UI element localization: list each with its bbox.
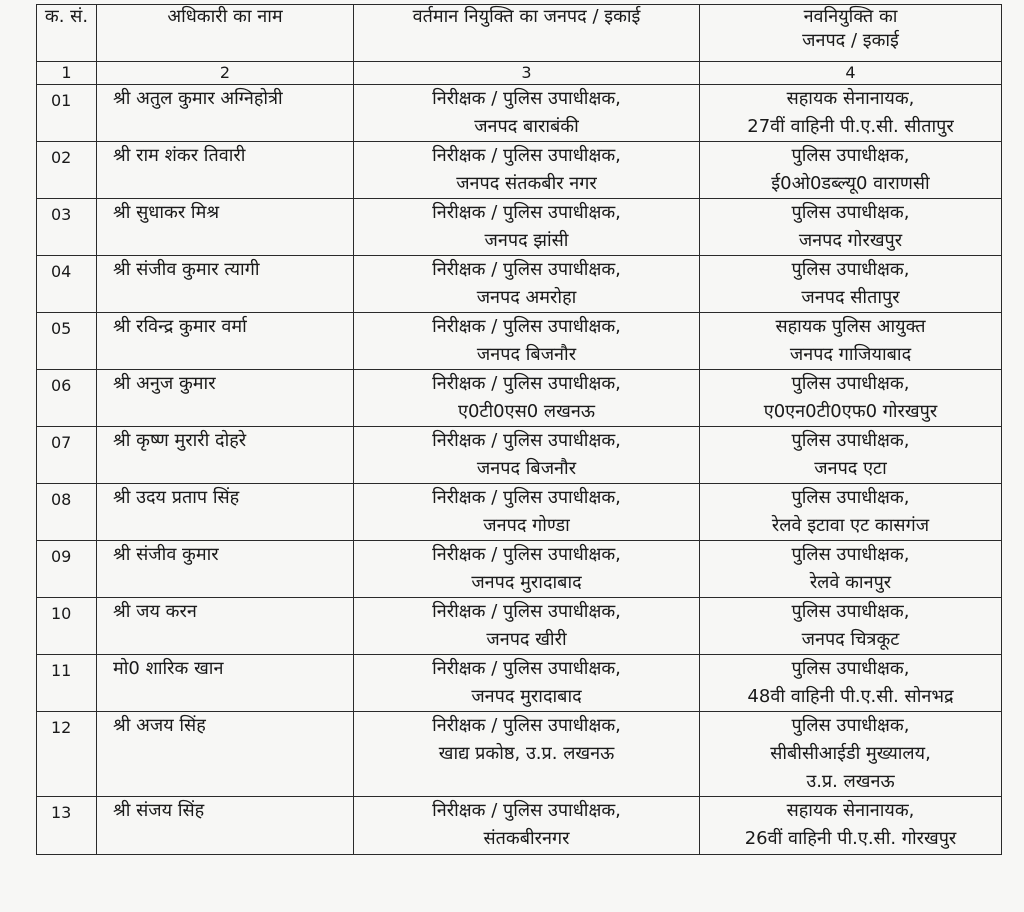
current-posting-line2: खाद्य प्रकोष्ठ, उ.प्र. लखनऊ [438, 743, 615, 764]
new-posting-line1: सहायक सेनानायक, [786, 800, 915, 821]
current-posting-line2: संतकबीरनगर [483, 828, 570, 849]
current-posting-line2: ए0टी0एस0 लखनऊ [458, 401, 595, 422]
current-posting-line2: जनपद बिजनौर [476, 458, 577, 479]
current-posting [354, 655, 700, 712]
header-row [37, 5, 1002, 62]
new-posting-line1: पुलिस उपाधीक्षक, [791, 715, 910, 736]
current-posting-line1: निरीक्षक / पुलिस उपाधीक्षक, [432, 145, 621, 166]
table-row [37, 313, 1002, 370]
table-row [37, 541, 1002, 598]
current-posting [354, 313, 700, 370]
serial-number: 11 [37, 655, 97, 712]
new-posting [700, 655, 1002, 712]
column-number: 2 [97, 62, 354, 85]
new-posting [700, 85, 1002, 142]
current-posting [354, 199, 700, 256]
table-row [37, 797, 1002, 855]
serial-number: 03 [37, 199, 97, 256]
new-posting-line1: पुलिस उपाधीक्षक, [791, 544, 910, 565]
current-posting [354, 484, 700, 541]
current-posting [354, 797, 700, 855]
officer-name: श्री राम शंकर तिवारी [97, 142, 354, 199]
new-posting-line1: पुलिस उपाधीक्षक, [791, 601, 910, 622]
serial-number: 08 [37, 484, 97, 541]
current-posting-line2: जनपद झांसी [484, 230, 569, 251]
new-posting-line3: उ.प्र. लखनऊ [806, 771, 895, 792]
new-posting-line1: पुलिस उपाधीक्षक, [791, 259, 910, 280]
officer-name: श्री अतुल कुमार अग्निहोत्री [97, 85, 354, 142]
current-posting-line1: निरीक्षक / पुलिस उपाधीक्षक, [432, 316, 621, 337]
serial-number: 10 [37, 598, 97, 655]
current-posting [354, 598, 700, 655]
new-posting-line2: जनपद एटा [814, 458, 887, 479]
current-posting-line2: जनपद अमरोहा [476, 287, 577, 308]
header-current-posting: वर्तमान नियुक्ति का जनपद / इकाई [354, 5, 700, 62]
current-posting-line1: निरीक्षक / पुलिस उपाधीक्षक, [432, 373, 621, 394]
table-row [37, 655, 1002, 712]
current-posting-line2: जनपद खीरी [486, 629, 567, 650]
new-posting-line2: 27वीं वाहिनी पी.ए.सी. सीतापुर [747, 116, 954, 137]
current-posting-line2: जनपद मुरादाबाद [471, 686, 582, 707]
new-posting [700, 427, 1002, 484]
current-posting [354, 541, 700, 598]
header-new-posting [700, 5, 1002, 62]
table-row [37, 85, 1002, 142]
new-posting [700, 484, 1002, 541]
officer-name: श्री रविन्द्र कुमार वर्मा [97, 313, 354, 370]
new-posting-line1: पुलिस उपाधीक्षक, [791, 487, 910, 508]
current-posting-line1: निरीक्षक / पुलिस उपाधीक्षक, [432, 259, 621, 280]
current-posting-line1: निरीक्षक / पुलिस उपाधीक्षक, [432, 202, 621, 223]
new-posting-line1: पुलिस उपाधीक्षक, [791, 373, 910, 394]
new-posting [700, 598, 1002, 655]
header-officer-name: अधिकारी का नाम [97, 5, 354, 62]
current-posting-line2: जनपद गोण्डा [483, 515, 570, 536]
current-posting-line1: निरीक्षक / पुलिस उपाधीक्षक, [432, 715, 621, 736]
serial-number: 04 [37, 256, 97, 313]
table-row [37, 199, 1002, 256]
serial-number: 12 [37, 712, 97, 797]
new-posting-line1: सहायक सेनानायक, [786, 88, 915, 109]
new-posting [700, 541, 1002, 598]
serial-number: 07 [37, 427, 97, 484]
current-posting [354, 427, 700, 484]
new-posting-line2: सीबीसीआईडी मुख्यालय, [770, 743, 931, 764]
column-number-row [37, 62, 1002, 85]
table-row [37, 142, 1002, 199]
new-posting-line2: 26वीं वाहिनी पी.ए.सी. गोरखपुर [744, 828, 957, 849]
current-posting [354, 142, 700, 199]
new-posting-line1: पुलिस उपाधीक्षक, [791, 202, 910, 223]
officer-name: श्री अनुज कुमार [97, 370, 354, 427]
header-serial: क. सं. [37, 5, 97, 62]
new-posting [700, 797, 1002, 855]
officer-name: श्री अजय सिंह [97, 712, 354, 797]
current-posting-line1: निरीक्षक / पुलिस उपाधीक्षक, [432, 601, 621, 622]
officer-name: श्री जय करन [97, 598, 354, 655]
serial-number: 13 [37, 797, 97, 855]
new-posting-line2: ए0एन0टी0एफ0 गोरखपुर [763, 401, 938, 422]
header-new-posting-line1: नवनियुक्ति का [803, 6, 898, 27]
current-posting-line1: निरीक्षक / पुलिस उपाधीक्षक, [432, 487, 621, 508]
current-posting-line1: निरीक्षक / पुलिस उपाधीक्षक, [432, 430, 621, 451]
new-posting [700, 712, 1002, 797]
serial-number: 05 [37, 313, 97, 370]
transfer-table [36, 4, 1002, 855]
serial-number: 09 [37, 541, 97, 598]
current-posting-line2: जनपद बाराबंकी [474, 116, 579, 137]
officer-name: श्री कृष्ण मुरारी दोहरे [97, 427, 354, 484]
header-new-posting-line2: जनपद / इकाई [802, 30, 899, 51]
officer-name: मो0 शारिक खान [97, 655, 354, 712]
column-number: 3 [354, 62, 700, 85]
table-row [37, 256, 1002, 313]
table-row [37, 427, 1002, 484]
current-posting-line2: जनपद संतकबीर नगर [456, 173, 597, 194]
new-posting-line2: रेलवे कानपुर [809, 572, 892, 593]
officer-name: श्री संजीव कुमार [97, 541, 354, 598]
new-posting-line1: पुलिस उपाधीक्षक, [791, 658, 910, 679]
current-posting-line2: जनपद मुरादाबाद [471, 572, 582, 593]
new-posting [700, 313, 1002, 370]
new-posting-line2: जनपद सीतापुर [801, 287, 900, 308]
current-posting [354, 85, 700, 142]
serial-number: 01 [37, 85, 97, 142]
new-posting-line2: जनपद गोरखपुर [798, 230, 903, 251]
officer-name: श्री सुधाकर मिश्र [97, 199, 354, 256]
new-posting [700, 199, 1002, 256]
current-posting [354, 712, 700, 797]
current-posting-line2: जनपद बिजनौर [476, 344, 577, 365]
current-posting-line1: निरीक्षक / पुलिस उपाधीक्षक, [432, 88, 621, 109]
current-posting-line1: निरीक्षक / पुलिस उपाधीक्षक, [432, 658, 621, 679]
current-posting-line1: निरीक्षक / पुलिस उपाधीक्षक, [432, 544, 621, 565]
new-posting-line2: जनपद गाजियाबाद [789, 344, 912, 365]
table-row [37, 370, 1002, 427]
officer-name: श्री उदय प्रताप सिंह [97, 484, 354, 541]
new-posting [700, 256, 1002, 313]
new-posting-line2: जनपद चित्रकूट [801, 629, 900, 650]
officer-name: श्री संजीव कुमार त्यागी [97, 256, 354, 313]
new-posting-line1: पुलिस उपाधीक्षक, [791, 145, 910, 166]
current-posting-line1: निरीक्षक / पुलिस उपाधीक्षक, [432, 800, 621, 821]
table-row [37, 484, 1002, 541]
table-row [37, 712, 1002, 797]
new-posting-line2: 48वी वाहिनी पी.ए.सी. सोनभद्र [747, 686, 954, 707]
serial-number: 02 [37, 142, 97, 199]
current-posting [354, 256, 700, 313]
officer-name: श्री संजय सिंह [97, 797, 354, 855]
current-posting [354, 370, 700, 427]
serial-number: 06 [37, 370, 97, 427]
new-posting-line2: ई0ओ0डब्ल्यू0 वाराणसी [771, 173, 930, 194]
new-posting [700, 142, 1002, 199]
new-posting-line1: पुलिस उपाधीक्षक, [791, 430, 910, 451]
table-row [37, 598, 1002, 655]
column-number: 1 [37, 62, 97, 85]
new-posting [700, 370, 1002, 427]
new-posting-line2: रेलवे इटावा एट कासगंज [771, 515, 930, 536]
new-posting-line1: सहायक पुलिस आयुक्त [775, 316, 926, 337]
column-number: 4 [700, 62, 1002, 85]
